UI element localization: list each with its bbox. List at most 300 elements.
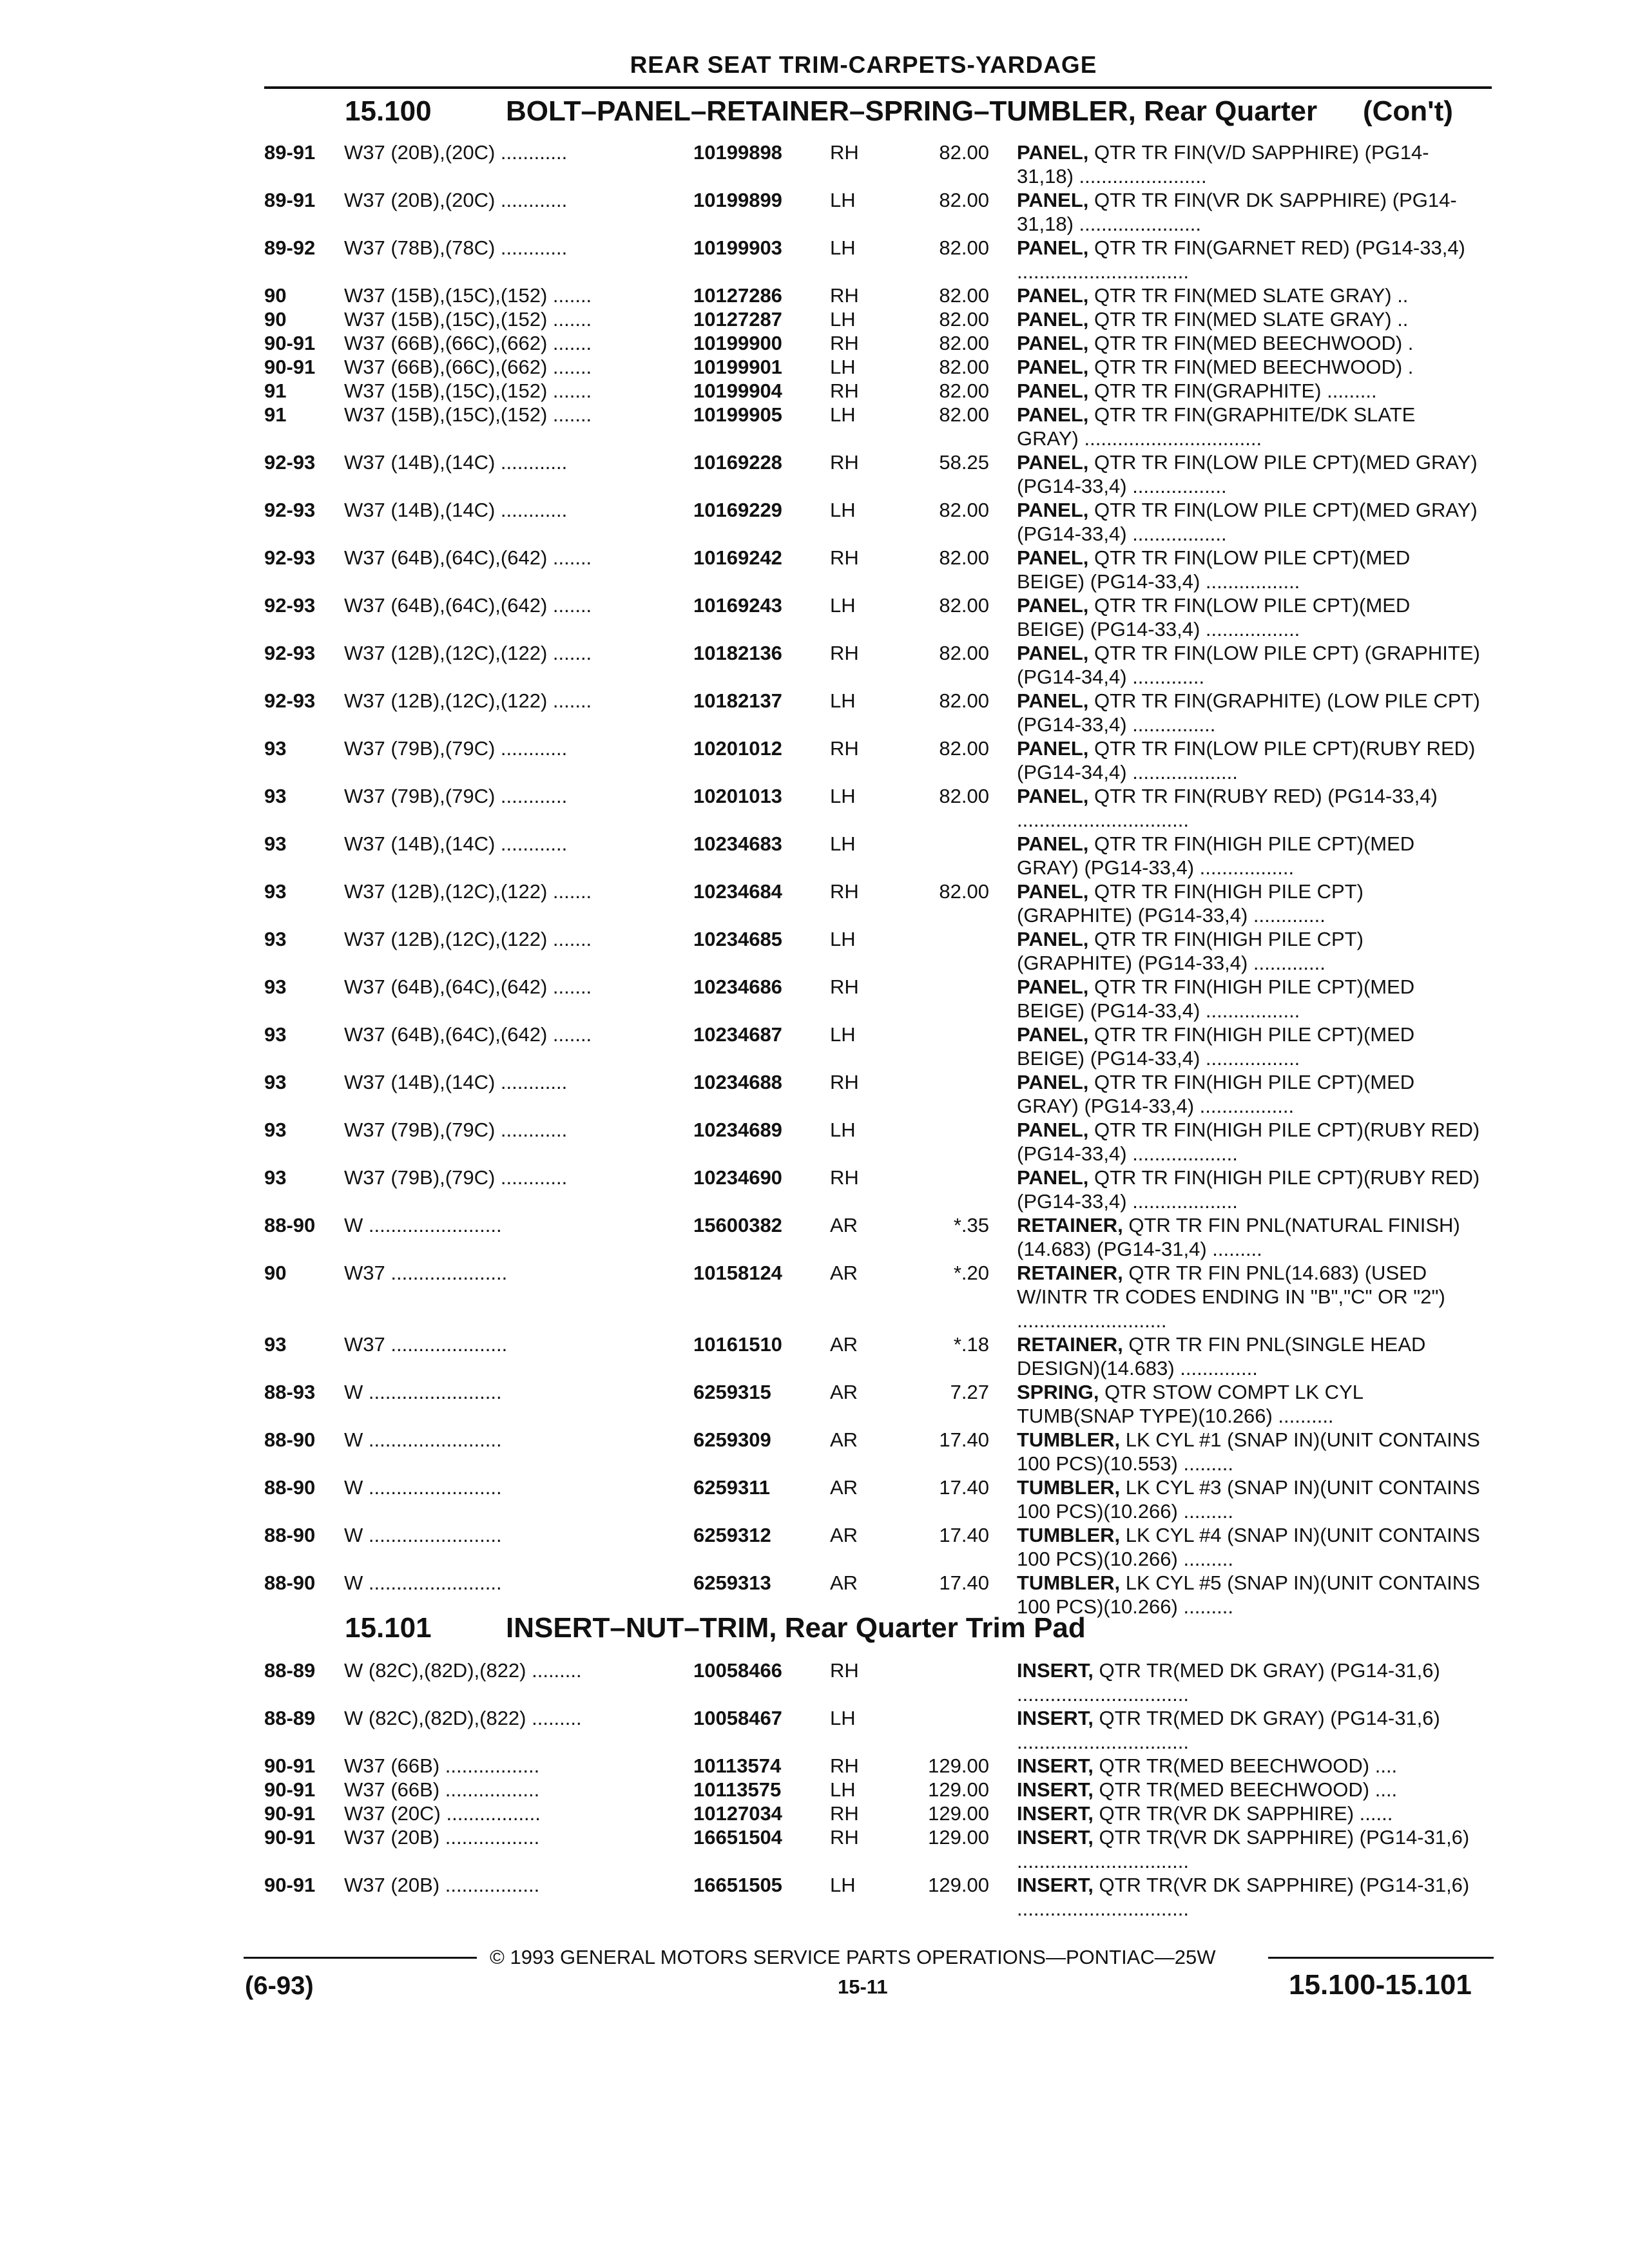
footer-page-number: 15-11 xyxy=(838,1975,888,1998)
part-description-detail: QTR TR FIN(LOW PILE CPT)(MED GRAY) (PG14-33,4) ................. xyxy=(1017,451,1478,497)
part-description xyxy=(1017,689,1481,736)
part-description-detail: LK CYL #3 (SNAP IN)(UNIT CONTAINS 100 PCS)(10.266) ......... xyxy=(1017,1476,1480,1523)
model-year: 92-93 xyxy=(264,594,316,617)
model-code: W37 (66B) ................. xyxy=(344,1754,540,1777)
part-description-name: PANEL, xyxy=(1017,1119,1089,1141)
side-code: AR xyxy=(830,1381,858,1403)
price: *.18 xyxy=(953,1333,989,1356)
part-description xyxy=(1017,1658,1481,1706)
part-number: 10234690 xyxy=(693,1166,782,1189)
model-code: W37 (20B),(20C) ............ xyxy=(344,141,568,164)
part-description-detail: QTR TR FIN(GRAPHITE) ......... xyxy=(1088,380,1377,402)
part-description xyxy=(1017,593,1481,641)
price: 7.27 xyxy=(950,1381,989,1403)
price: 82.00 xyxy=(939,356,989,378)
part-description xyxy=(1017,736,1481,784)
price: 82.00 xyxy=(939,189,989,211)
model-year: 93 xyxy=(264,928,287,950)
model-year: 90-91 xyxy=(264,1754,316,1777)
model-year: 92-93 xyxy=(264,642,316,664)
part-description xyxy=(1017,450,1481,498)
model-code: W37 (66B) ................. xyxy=(344,1778,540,1801)
model-year: 89-91 xyxy=(264,189,316,211)
model-year: 93 xyxy=(264,880,287,903)
part-description-name: PANEL, xyxy=(1017,380,1089,402)
model-year: 92-93 xyxy=(264,546,316,569)
part-description-name: PANEL, xyxy=(1017,785,1089,807)
part-description xyxy=(1017,1706,1481,1754)
part-description-name: RETAINER, xyxy=(1017,1262,1123,1284)
part-number: 10234684 xyxy=(693,880,782,903)
side-code: LH xyxy=(830,1119,856,1141)
part-number: 10169228 xyxy=(693,451,782,474)
model-code: W37 (15B),(15C),(152) ....... xyxy=(344,284,592,307)
model-code: W ........................ xyxy=(344,1476,502,1499)
part-description-name: PANEL, xyxy=(1017,546,1089,569)
model-year: 93 xyxy=(264,1333,287,1356)
part-description xyxy=(1017,284,1481,307)
part-description-name: INSERT, xyxy=(1017,1874,1094,1896)
model-year: 88-90 xyxy=(264,1428,316,1451)
side-code: RH xyxy=(830,1071,859,1093)
side-code: RH xyxy=(830,380,859,402)
side-code: LH xyxy=(830,236,856,259)
section-number: 15.101 xyxy=(345,1612,432,1644)
part-description-detail: QTR TR FIN(LOW PILE CPT)(MED BEIGE) (PG14-33,4) ................. xyxy=(1017,594,1411,640)
side-code: RH xyxy=(830,546,859,569)
part-description xyxy=(1017,1571,1481,1619)
part-description-detail: QTR TR(VR DK SAPPHIRE) ...... xyxy=(1093,1802,1393,1825)
part-description-name: INSERT, xyxy=(1017,1707,1094,1729)
price: 129.00 xyxy=(928,1826,989,1849)
model-year: 88-90 xyxy=(264,1476,316,1499)
side-code: LH xyxy=(830,1023,856,1046)
side-code: LH xyxy=(830,308,856,331)
model-code: W37 (78B),(78C) ............ xyxy=(344,236,568,259)
part-description-name: PANEL, xyxy=(1017,451,1089,474)
price: 82.00 xyxy=(939,546,989,569)
model-code: W37 (20B) ................. xyxy=(344,1826,540,1849)
part-description-detail: QTR TR FIN(MED SLATE GRAY) .. xyxy=(1088,284,1409,307)
part-description-detail: QTR TR FIN PNL(NATURAL FINISH)(14.683) (PG14-31,4) ......... xyxy=(1017,1214,1460,1260)
part-description-detail: QTR TR FIN PNL(SINGLE HEAD DESIGN)(14.683) .............. xyxy=(1017,1333,1426,1379)
part-number: 10234688 xyxy=(693,1071,782,1093)
side-code: AR xyxy=(830,1214,858,1236)
price: 17.40 xyxy=(939,1428,989,1451)
part-description xyxy=(1017,1213,1481,1261)
part-description-detail: QTR TR FIN(MED BEECHWOOD) . xyxy=(1088,356,1414,378)
part-description-name: PANEL, xyxy=(1017,332,1089,354)
price: 129.00 xyxy=(928,1754,989,1777)
part-description-name: TUMBLER, xyxy=(1017,1571,1121,1594)
section-title: INSERT–NUT–TRIM, Rear Quarter Trim Pad xyxy=(506,1612,1086,1644)
part-description xyxy=(1017,1523,1481,1571)
price: 17.40 xyxy=(939,1571,989,1594)
part-description xyxy=(1017,331,1481,355)
part-number: 10199900 xyxy=(693,332,782,354)
model-code: W (82C),(82D),(822) ......... xyxy=(344,1707,582,1729)
part-number: 15600382 xyxy=(693,1214,782,1236)
part-description-name: TUMBLER, xyxy=(1017,1476,1121,1499)
part-description-detail: QTR TR FIN(HIGH PILE CPT)(RUBY RED) (PG14-33,4) ................... xyxy=(1017,1166,1480,1213)
part-description xyxy=(1017,498,1481,546)
part-description-detail: QTR TR(MED DK GRAY) (PG14-31,6) ............................... xyxy=(1017,1659,1440,1706)
model-year: 92-93 xyxy=(264,451,316,474)
part-description-name: PANEL, xyxy=(1017,189,1089,211)
model-code: W37 ..................... xyxy=(344,1333,508,1356)
part-description-detail: QTR TR FIN(RUBY RED) (PG14-33,4) ............................... xyxy=(1017,785,1438,831)
side-code: RH xyxy=(830,1659,859,1682)
model-year: 90-91 xyxy=(264,1826,316,1849)
model-year: 88-89 xyxy=(264,1659,316,1682)
part-description xyxy=(1017,1802,1481,1825)
part-description-name: PANEL, xyxy=(1017,594,1089,617)
part-number: 10127287 xyxy=(693,308,782,331)
model-year: 90 xyxy=(264,284,287,307)
part-description xyxy=(1017,879,1481,927)
model-year: 88-90 xyxy=(264,1214,316,1236)
part-description-detail: QTR TR FIN(HIGH PILE CPT)(MED BEIGE) (PG14-33,4) ................. xyxy=(1017,975,1415,1022)
price: 82.00 xyxy=(939,785,989,807)
part-number: 10234686 xyxy=(693,975,782,998)
part-description-detail: QTR TR FIN(GRAPHITE/DK SLATE GRAY) ................................ xyxy=(1017,403,1416,450)
part-description-name: PANEL, xyxy=(1017,308,1089,331)
part-description-name: PANEL, xyxy=(1017,141,1089,164)
price: 58.25 xyxy=(939,451,989,474)
part-description xyxy=(1017,379,1481,403)
price: 129.00 xyxy=(928,1802,989,1825)
part-number: 10201013 xyxy=(693,785,782,807)
part-number: 10199901 xyxy=(693,356,782,378)
model-year: 93 xyxy=(264,1166,287,1189)
model-code: W37 (20C) ................. xyxy=(344,1802,541,1825)
part-number: 10182137 xyxy=(693,689,782,712)
part-description-name: RETAINER, xyxy=(1017,1333,1123,1356)
model-code: W37 (14B),(14C) ............ xyxy=(344,1071,568,1093)
side-code: RH xyxy=(830,737,859,760)
part-number: 10234683 xyxy=(693,832,782,855)
model-year: 90-91 xyxy=(264,1874,316,1896)
part-number: 16651505 xyxy=(693,1874,782,1896)
side-code: LH xyxy=(830,785,856,807)
part-description-detail: QTR TR FIN(V/D SAPPHIRE) (PG14-31,18) ....................... xyxy=(1017,141,1429,187)
model-code: W37 (14B),(14C) ............ xyxy=(344,832,568,855)
part-description xyxy=(1017,927,1481,975)
part-description xyxy=(1017,1825,1481,1873)
section-title: BOLT–PANEL–RETAINER–SPRING–TUMBLER, Rear Quarter xyxy=(506,95,1318,127)
part-description-name: PANEL, xyxy=(1017,689,1089,712)
part-description-detail: QTR TR FIN(HIGH PILE CPT)(MED BEIGE) (PG14-33,4) ................. xyxy=(1017,1023,1415,1070)
part-description xyxy=(1017,1261,1481,1332)
part-description-name: INSERT, xyxy=(1017,1802,1094,1825)
model-year: 93 xyxy=(264,1119,287,1141)
model-code: W37 (20B) ................. xyxy=(344,1874,540,1896)
footer-rule-left xyxy=(244,1957,477,1959)
part-description-detail: QTR TR FIN(HIGH PILE CPT) (GRAPHITE) (PG14-33,4) ............. xyxy=(1017,880,1364,927)
model-year: 90-91 xyxy=(264,1802,316,1825)
model-code: W (82C),(82D),(822) ......... xyxy=(344,1659,582,1682)
part-description-name: TUMBLER, xyxy=(1017,1524,1121,1546)
model-year: 89-91 xyxy=(264,141,316,164)
part-description-detail: QTR TR FIN(MED BEECHWOOD) . xyxy=(1088,332,1414,354)
footer-date-code: (6-93) xyxy=(245,1972,314,2000)
header-rule xyxy=(264,86,1492,89)
part-description-name: PANEL, xyxy=(1017,356,1089,378)
part-description xyxy=(1017,832,1481,879)
model-year: 93 xyxy=(264,737,287,760)
part-description xyxy=(1017,975,1481,1023)
model-code: W37 (66B),(66C),(662) ....... xyxy=(344,356,592,378)
part-description-detail: LK CYL #1 (SNAP IN)(UNIT CONTAINS 100 PCS)(10.553) ......... xyxy=(1017,1428,1480,1475)
price: 82.00 xyxy=(939,308,989,331)
part-number: 10058467 xyxy=(693,1707,782,1729)
part-description xyxy=(1017,1070,1481,1118)
model-code: W37 (15B),(15C),(152) ....... xyxy=(344,308,592,331)
part-description-name: PANEL, xyxy=(1017,880,1089,903)
part-description-detail: QTR TR FIN(LOW PILE CPT) (GRAPHITE) (PG14-34,4) ............. xyxy=(1017,642,1480,688)
part-description xyxy=(1017,1332,1481,1380)
part-description-name: PANEL, xyxy=(1017,737,1089,760)
part-number: 10127034 xyxy=(693,1802,782,1825)
part-description xyxy=(1017,307,1481,331)
side-code: LH xyxy=(830,499,856,521)
part-description xyxy=(1017,1118,1481,1166)
model-year: 91 xyxy=(264,403,287,426)
side-code: RH xyxy=(830,332,859,354)
part-description-name: PANEL, xyxy=(1017,1023,1089,1046)
price: 17.40 xyxy=(939,1476,989,1499)
footer-copyright: © 1993 GENERAL MOTORS SERVICE PARTS OPERATIONS—PONTIAC—25W xyxy=(490,1946,1216,1968)
model-year: 93 xyxy=(264,975,287,998)
part-description-detail: QTR TR(MED BEECHWOOD) .... xyxy=(1093,1754,1398,1777)
part-number: 10234687 xyxy=(693,1023,782,1046)
model-code: W37 (14B),(14C) ............ xyxy=(344,499,568,521)
side-code: RH xyxy=(830,1166,859,1189)
side-code: AR xyxy=(830,1428,858,1451)
price: 82.00 xyxy=(939,880,989,903)
side-code: RH xyxy=(830,880,859,903)
part-description-detail: QTR TR(VR DK SAPPHIRE) (PG14-31,6) ............................... xyxy=(1017,1826,1470,1872)
model-year: 92-93 xyxy=(264,689,316,712)
footer-section-range: 15.100-15.101 xyxy=(1289,1969,1472,2001)
part-description xyxy=(1017,236,1481,284)
section-number: 15.100 xyxy=(345,95,432,127)
part-description xyxy=(1017,140,1481,188)
side-code: RH xyxy=(830,975,859,998)
side-code: RH xyxy=(830,284,859,307)
price: 129.00 xyxy=(928,1778,989,1801)
part-description-name: RETAINER, xyxy=(1017,1214,1123,1236)
part-description-name: PANEL, xyxy=(1017,928,1089,950)
side-code: LH xyxy=(830,1707,856,1729)
part-description-detail: LK CYL #4 (SNAP IN)(UNIT CONTAINS 100 PCS)(10.266) ......... xyxy=(1017,1524,1480,1570)
part-description-detail: QTR TR FIN(VR DK SAPPHIRE) (PG14-31,18) ...................... xyxy=(1017,189,1457,235)
part-number: 10113574 xyxy=(693,1754,782,1777)
model-year: 89-92 xyxy=(264,236,316,259)
side-code: AR xyxy=(830,1333,858,1356)
price: 82.00 xyxy=(939,689,989,712)
part-description-name: PANEL, xyxy=(1017,499,1089,521)
part-description-detail: QTR TR FIN(GARNET RED) (PG14-33,4) ............................... xyxy=(1017,236,1465,283)
model-code: W37 (15B),(15C),(152) ....... xyxy=(344,403,592,426)
part-description-detail: QTR TR(MED BEECHWOOD) .... xyxy=(1093,1778,1398,1801)
part-number: 10199899 xyxy=(693,189,782,211)
part-description xyxy=(1017,1023,1481,1070)
part-number: 10158124 xyxy=(693,1262,782,1284)
part-description-name: PANEL, xyxy=(1017,832,1089,855)
side-code: LH xyxy=(830,928,856,950)
part-number: 10113575 xyxy=(693,1778,782,1801)
part-description-detail: QTR TR FIN(GRAPHITE) (LOW PILE CPT) (PG14-33,4) ............... xyxy=(1017,689,1480,736)
side-code: LH xyxy=(830,594,856,617)
model-code: W37 (12B),(12C),(122) ....... xyxy=(344,880,592,903)
side-code: LH xyxy=(830,1874,856,1896)
side-code: RH xyxy=(830,451,859,474)
model-code: W37 (12B),(12C),(122) ....... xyxy=(344,689,592,712)
part-number: 10169242 xyxy=(693,546,782,569)
price: 82.00 xyxy=(939,737,989,760)
side-code: RH xyxy=(830,1826,859,1849)
side-code: RH xyxy=(830,1754,859,1777)
side-code: AR xyxy=(830,1524,858,1546)
part-description xyxy=(1017,1778,1481,1802)
price: 129.00 xyxy=(928,1874,989,1896)
model-year: 90 xyxy=(264,308,287,331)
part-number: 10169243 xyxy=(693,594,782,617)
side-code: AR xyxy=(830,1571,858,1594)
model-code: W37 (79B),(79C) ............ xyxy=(344,1119,568,1141)
part-description-name: PANEL, xyxy=(1017,642,1089,664)
part-description xyxy=(1017,1380,1481,1428)
model-year: 90-91 xyxy=(264,356,316,378)
part-description-name: TUMBLER, xyxy=(1017,1428,1121,1451)
part-description-name: PANEL, xyxy=(1017,1166,1089,1189)
model-year: 90 xyxy=(264,1262,287,1284)
part-description-detail: QTR TR FIN PNL(14.683) (USED W/INTR TR CODES ENDING IN "B","C" OR "2") ........................... xyxy=(1017,1262,1445,1332)
part-description-detail: QTR TR FIN(HIGH PILE CPT)(MED GRAY) (PG14-33,4) ................. xyxy=(1017,832,1415,879)
price: *.20 xyxy=(953,1262,989,1284)
part-description xyxy=(1017,1873,1481,1921)
side-code: LH xyxy=(830,356,856,378)
model-code: W37 (12B),(12C),(122) ....... xyxy=(344,642,592,664)
model-year: 93 xyxy=(264,785,287,807)
model-code: W37 (64B),(64C),(642) ....... xyxy=(344,594,592,617)
part-number: 10182136 xyxy=(693,642,782,664)
model-year: 90-91 xyxy=(264,1778,316,1801)
model-year: 90-91 xyxy=(264,332,316,354)
model-year: 91 xyxy=(264,380,287,402)
side-code: AR xyxy=(830,1262,858,1284)
part-number: 10234689 xyxy=(693,1119,782,1141)
part-description-name: INSERT, xyxy=(1017,1826,1094,1849)
part-description-name: PANEL, xyxy=(1017,1071,1089,1093)
price: 82.00 xyxy=(939,594,989,617)
model-code: W ........................ xyxy=(344,1524,502,1546)
part-number: 6259313 xyxy=(693,1571,771,1594)
part-description-detail: QTR TR FIN(LOW PILE CPT)(MED GRAY) (PG14-33,4) ................. xyxy=(1017,499,1478,545)
part-number: 10127286 xyxy=(693,284,782,307)
part-description xyxy=(1017,188,1481,236)
part-description-name: INSERT, xyxy=(1017,1659,1094,1682)
side-code: RH xyxy=(830,141,859,164)
model-year: 88-90 xyxy=(264,1524,316,1546)
part-number: 10199904 xyxy=(693,380,782,402)
part-description xyxy=(1017,403,1481,450)
part-number: 10199905 xyxy=(693,403,782,426)
part-description xyxy=(1017,355,1481,379)
part-description xyxy=(1017,1166,1481,1213)
part-description-detail: QTR TR FIN(HIGH PILE CPT)(MED GRAY) (PG14-33,4) ................. xyxy=(1017,1071,1415,1117)
price: 82.00 xyxy=(939,642,989,664)
side-code: AR xyxy=(830,1476,858,1499)
model-code: W37 (64B),(64C),(642) ....... xyxy=(344,1023,592,1046)
price: 82.00 xyxy=(939,236,989,259)
side-code: LH xyxy=(830,689,856,712)
section-continued-label: (Con't) xyxy=(1363,95,1453,127)
part-number: 10234685 xyxy=(693,928,782,950)
model-year: 92-93 xyxy=(264,499,316,521)
part-description-name: PANEL, xyxy=(1017,236,1089,259)
model-code: W37 (64B),(64C),(642) ....... xyxy=(344,546,592,569)
price: 82.00 xyxy=(939,284,989,307)
model-code: W37 (64B),(64C),(642) ....... xyxy=(344,975,592,998)
price: 17.40 xyxy=(939,1524,989,1546)
part-number: 6259312 xyxy=(693,1524,771,1546)
part-number: 10201012 xyxy=(693,737,782,760)
part-number: 16651504 xyxy=(693,1826,782,1849)
side-code: LH xyxy=(830,189,856,211)
part-description-detail: QTR TR FIN(HIGH PILE CPT)(RUBY RED) (PG14-33,4) ................... xyxy=(1017,1119,1480,1165)
price: 82.00 xyxy=(939,332,989,354)
footer-rule-right xyxy=(1268,1957,1494,1959)
model-code: W ........................ xyxy=(344,1428,502,1451)
side-code: LH xyxy=(830,832,856,855)
part-description xyxy=(1017,1754,1481,1778)
part-description-name: PANEL, xyxy=(1017,403,1089,426)
model-year: 88-89 xyxy=(264,1707,316,1729)
model-code: W37 (20B),(20C) ............ xyxy=(344,189,568,211)
model-year: 88-90 xyxy=(264,1571,316,1594)
part-description-detail: QTR TR FIN(LOW PILE CPT)(RUBY RED) (PG14-34,4) ................... xyxy=(1017,737,1476,783)
part-description-detail: QTR TR FIN(HIGH PILE CPT) (GRAPHITE) (PG14-33,4) ............. xyxy=(1017,928,1364,974)
price: 82.00 xyxy=(939,403,989,426)
part-description xyxy=(1017,546,1481,593)
model-code: W ........................ xyxy=(344,1571,502,1594)
model-year: 93 xyxy=(264,1023,287,1046)
side-code: LH xyxy=(830,403,856,426)
part-number: 6259315 xyxy=(693,1381,771,1403)
part-description-name: INSERT, xyxy=(1017,1754,1094,1777)
model-code: W ........................ xyxy=(344,1214,502,1236)
part-number: 10199903 xyxy=(693,236,782,259)
side-code: RH xyxy=(830,1802,859,1825)
part-description-detail: QTR TR(MED DK GRAY) (PG14-31,6) ............................... xyxy=(1017,1707,1440,1753)
price: *.35 xyxy=(953,1214,989,1236)
model-code: W37 (79B),(79C) ............ xyxy=(344,1166,568,1189)
model-year: 88-93 xyxy=(264,1381,316,1403)
model-code: W37 (15B),(15C),(152) ....... xyxy=(344,380,592,402)
price: 82.00 xyxy=(939,380,989,402)
page-header-title: REAR SEAT TRIM-CARPETS-YARDAGE xyxy=(630,52,1097,78)
part-number: 6259309 xyxy=(693,1428,771,1451)
price: 82.00 xyxy=(939,499,989,521)
part-description xyxy=(1017,1475,1481,1523)
part-number: 10058466 xyxy=(693,1659,782,1682)
part-number: 6259311 xyxy=(693,1476,770,1499)
model-code: W37 (66B),(66C),(662) ....... xyxy=(344,332,592,354)
part-number: 10199898 xyxy=(693,141,782,164)
side-code: LH xyxy=(830,1778,856,1801)
